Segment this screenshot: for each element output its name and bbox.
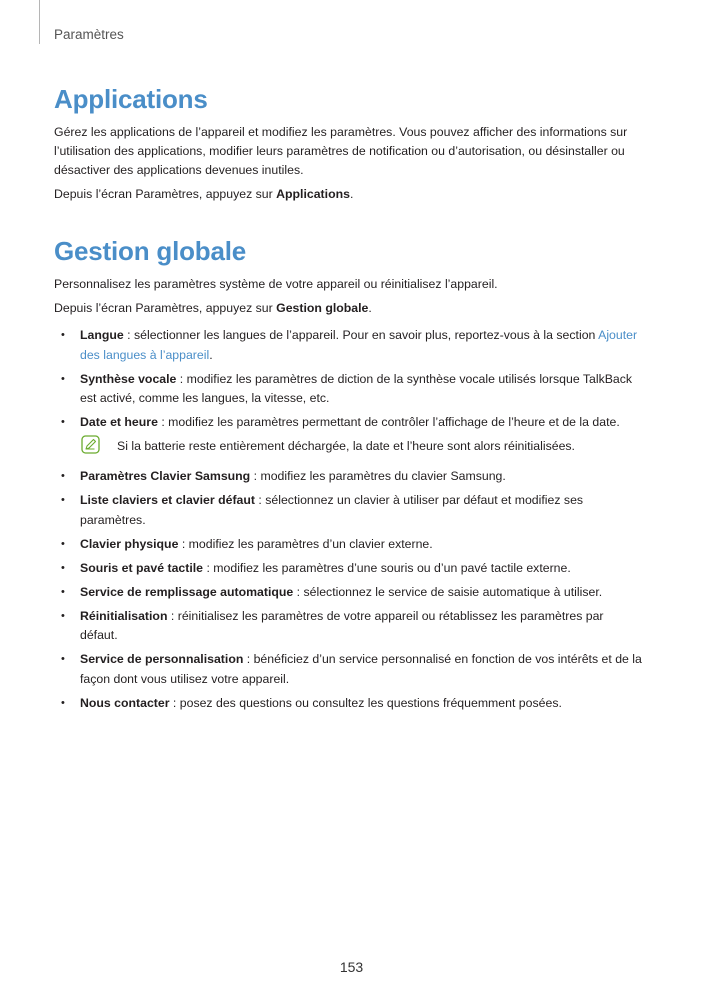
gestion-settings-list-continued xyxy=(54,467,644,713)
item-desc: : bénéficiez d’un service personnalisé en fonction de vos intérêts et de la façon dont vous utilisez votre appareil. xyxy=(80,652,642,686)
list-item-nous-contacter xyxy=(54,694,644,714)
item-desc: : modifiez les paramètres de diction de la synthèse vocale utilisés lorsque TalkBack est activé, comme les langues, la vitesse, etc. xyxy=(80,371,633,405)
bullet: • xyxy=(61,696,65,709)
item-term: Paramètres Clavier Samsung xyxy=(80,469,251,483)
bullet: • xyxy=(61,329,65,341)
gestion-path-prefix: Depuis l’écran Paramètres, appuyez sur xyxy=(54,301,277,315)
bullet: • xyxy=(61,372,65,385)
gestion-intro: Personnalisez les paramètres système de votre appareil ou réinitialisez l’appareil. xyxy=(54,277,498,291)
list-item-souris-pave xyxy=(54,559,644,579)
applications-heading: Applications xyxy=(54,84,208,114)
ajouter-langues-link[interactable]: Ajouter des langues à l’appareil xyxy=(80,328,638,362)
bullet: • xyxy=(61,561,65,574)
list-item-remplissage-auto xyxy=(54,583,644,603)
list-item-date-heure xyxy=(54,413,644,433)
item-desc: : posez des questions ou consultez les questions fréquemment posées. xyxy=(169,695,562,710)
note-pencil-icon xyxy=(81,435,100,454)
item-term: Clavier physique xyxy=(80,536,179,551)
item-term: Service de remplissage automatique xyxy=(80,584,294,599)
item-desc: : sélectionner les langues de l’appareil. Pour en savoir plus, reportez-vous à la section xyxy=(123,328,599,342)
list-item-reinitialisation xyxy=(54,607,644,646)
item-term: Date et heure xyxy=(80,415,158,429)
page-content xyxy=(54,82,644,718)
applications-path-target: Applications xyxy=(276,187,350,201)
list-item-clavier-samsung xyxy=(54,467,644,487)
gestion-settings-list xyxy=(54,326,644,433)
bullet: • xyxy=(61,470,65,482)
item-end: . xyxy=(209,347,213,362)
item-desc: : modifiez les paramètres permettant de contrôler l’affichage de l’heure et de la date. xyxy=(157,415,620,429)
item-term: Réinitialisation xyxy=(80,608,168,623)
item-term: Service de personnalisation xyxy=(80,652,244,666)
item-desc: : sélectionnez le service de saisie automatique à utiliser. xyxy=(293,584,603,599)
gestion-globale-heading: Gestion globale xyxy=(54,236,247,266)
item-term: Nous contacter xyxy=(80,695,170,710)
list-item-langue xyxy=(54,326,644,365)
applications-intro: Gérez les applications de l’appareil et modifiez les paramètres. Vous pouvez afficher des informations sur l’utilisation des applications, modifier leurs paramètres de notification ou d’autorisation, ou désinstaller ou désactiver des applications devenues inutiles. xyxy=(54,125,628,177)
note-text: Si la batterie reste entièrement déchargée, la date et l’heure sont alors réinitialisées. xyxy=(117,439,575,453)
item-desc: : modifiez les paramètres d’une souris ou d’un pavé tactile externe. xyxy=(203,560,571,575)
item-term: Synthèse vocale xyxy=(80,371,177,386)
list-item-synthese-vocale xyxy=(54,370,644,409)
item-desc: : réinitialisez les paramètres de votre appareil ou rétablissez les paramètres par défaut. xyxy=(80,608,604,642)
applications-path xyxy=(54,185,644,204)
list-item-liste-claviers xyxy=(54,491,644,530)
item-term: Langue xyxy=(80,328,124,342)
battery-note xyxy=(54,437,644,456)
item-term: Souris et pavé tactile xyxy=(80,560,204,575)
item-desc: : modifiez les paramètres d’un clavier externe. xyxy=(178,536,433,551)
bullet: • xyxy=(61,653,65,665)
bullet: • xyxy=(61,416,65,428)
list-item-clavier-physique xyxy=(54,535,644,555)
item-term: Liste claviers et clavier défaut xyxy=(80,493,255,507)
running-header: Paramètres xyxy=(54,27,124,42)
page-number: 153 xyxy=(339,959,364,975)
gestion-path-suffix: . xyxy=(368,301,372,315)
item-desc: : sélectionnez un clavier à utiliser par défaut et modifiez ses paramètres. xyxy=(80,493,584,527)
gestion-path-target: Gestion globale xyxy=(276,301,369,315)
applications-path-suffix: . xyxy=(349,187,354,201)
item-desc: : modifiez les paramètres du clavier Samsung. xyxy=(250,469,506,483)
bullet: • xyxy=(61,494,65,506)
bullet: • xyxy=(61,609,65,622)
bullet: • xyxy=(61,537,65,550)
header-divider xyxy=(39,0,40,44)
applications-path-prefix: Depuis l’écran Paramètres, appuyez sur xyxy=(54,187,277,201)
list-item-personnalisation xyxy=(54,650,644,689)
gestion-path xyxy=(54,299,644,318)
bullet: • xyxy=(61,585,65,598)
